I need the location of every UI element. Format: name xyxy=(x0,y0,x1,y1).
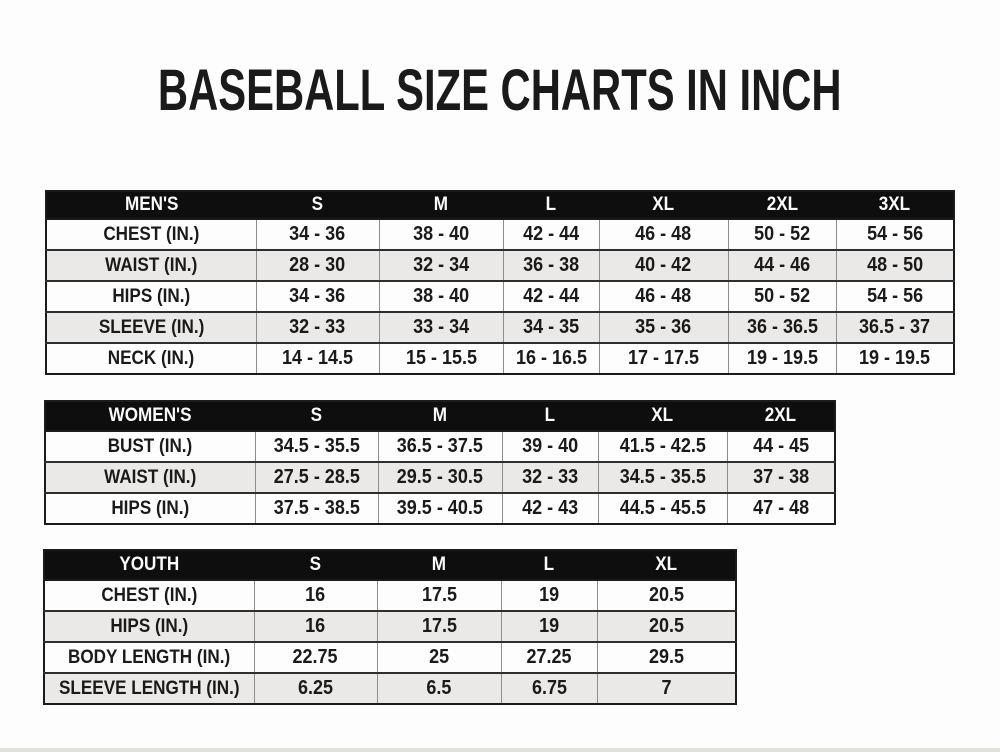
row-label: WAIST (IN.) xyxy=(105,254,198,276)
measurement-row xyxy=(45,431,835,462)
size-value-cell: 50 - 52 xyxy=(728,281,836,312)
row-label: HIPS (IN.) xyxy=(110,615,189,637)
size-value-cell: 50 - 52 xyxy=(728,219,836,250)
bottom-edge-strip xyxy=(0,748,1000,752)
measurement-row xyxy=(45,462,835,493)
size-value-cell: 6.25 xyxy=(254,673,377,704)
size-value-cell: 47 - 48 xyxy=(727,493,835,524)
size-value-cell: 25 xyxy=(377,642,501,673)
size-value-cell: 16 xyxy=(254,611,377,642)
size-column-header: M xyxy=(378,401,502,431)
size-column-header: M xyxy=(377,550,501,580)
size-value-cell: 17.5 xyxy=(377,580,501,611)
womens-size-table xyxy=(44,400,836,525)
size-value-cell: 19 - 19.5 xyxy=(728,343,836,374)
size-value-cell: 42 - 44 xyxy=(503,281,599,312)
size-value-cell: 42 - 44 xyxy=(503,219,599,250)
size-value-cell: 54 - 56 xyxy=(836,281,954,312)
size-value-cell: 48 - 50 xyxy=(836,250,954,281)
measurement-row xyxy=(44,673,736,704)
size-value-cell: 44.5 - 45.5 xyxy=(598,493,727,524)
measurement-row xyxy=(46,312,954,343)
youth-size-table xyxy=(43,549,737,705)
size-column-header: S xyxy=(255,401,378,431)
size-value-cell: 19 xyxy=(501,580,597,611)
size-value-cell: 36 - 38 xyxy=(503,250,599,281)
size-value-cell: 34.5 - 35.5 xyxy=(255,431,378,462)
size-column-header: M xyxy=(379,191,503,219)
size-column-header: 2XL xyxy=(728,191,836,219)
chart-title xyxy=(0,58,1000,123)
size-column-header: 3XL xyxy=(836,191,954,219)
size-table xyxy=(45,190,955,375)
row-label: WAIST (IN.) xyxy=(104,466,197,488)
mens-size-table xyxy=(45,190,955,375)
size-value-cell: 32 - 34 xyxy=(379,250,503,281)
size-value-cell: 38 - 40 xyxy=(379,281,503,312)
size-value-cell: 54 - 56 xyxy=(836,219,954,250)
size-value-cell: 16 xyxy=(254,580,377,611)
size-value-cell: 15 - 15.5 xyxy=(379,343,503,374)
row-label: CHEST (IN.) xyxy=(101,584,198,606)
size-value-cell: 46 - 48 xyxy=(599,219,728,250)
size-value-cell: 6.75 xyxy=(501,673,597,704)
size-value-cell: 34 - 35 xyxy=(503,312,599,343)
size-value-cell: 16 - 16.5 xyxy=(503,343,599,374)
size-value-cell: 32 - 33 xyxy=(256,312,379,343)
size-value-cell: 39 - 40 xyxy=(502,431,598,462)
measurement-row xyxy=(46,219,954,250)
size-value-cell: 41.5 - 42.5 xyxy=(598,431,727,462)
row-label: NECK (IN.) xyxy=(108,347,195,369)
size-value-cell: 6.5 xyxy=(377,673,501,704)
measurement-row xyxy=(46,250,954,281)
size-table xyxy=(44,400,836,525)
size-value-cell: 40 - 42 xyxy=(599,250,728,281)
measurement-row xyxy=(44,611,736,642)
size-value-cell: 36 - 36.5 xyxy=(728,312,836,343)
size-value-cell: 20.5 xyxy=(597,580,736,611)
size-value-cell: 44 - 45 xyxy=(727,431,835,462)
size-column-header: L xyxy=(501,550,597,580)
size-value-cell: 32 - 33 xyxy=(502,462,598,493)
size-value-cell: 34.5 - 35.5 xyxy=(598,462,727,493)
size-column-header: 2XL xyxy=(727,401,835,431)
header-row xyxy=(45,401,835,431)
size-column-header: L xyxy=(502,401,598,431)
size-value-cell: 7 xyxy=(597,673,736,704)
size-value-cell: 34 - 36 xyxy=(256,219,379,250)
size-value-cell: 19 - 19.5 xyxy=(836,343,954,374)
measurement-row xyxy=(46,343,954,374)
size-value-cell: 27.25 xyxy=(501,642,597,673)
size-value-cell: 20.5 xyxy=(597,611,736,642)
size-value-cell: 17 - 17.5 xyxy=(599,343,728,374)
size-value-cell: 35 - 36 xyxy=(599,312,728,343)
size-column-header: L xyxy=(503,191,599,219)
size-value-cell: 39.5 - 40.5 xyxy=(378,493,502,524)
table-group-title: YOUTH xyxy=(44,550,254,580)
size-table xyxy=(43,549,737,705)
measurement-row xyxy=(46,281,954,312)
header-row xyxy=(44,550,736,580)
row-label: BODY LENGTH (IN.) xyxy=(68,646,231,668)
size-column-header: XL xyxy=(599,191,728,219)
measurement-row xyxy=(45,493,835,524)
header-row xyxy=(46,191,954,219)
size-value-cell: 36.5 - 37.5 xyxy=(378,431,502,462)
size-value-cell: 33 - 34 xyxy=(379,312,503,343)
size-value-cell: 14 - 14.5 xyxy=(256,343,379,374)
size-value-cell: 28 - 30 xyxy=(256,250,379,281)
size-value-cell: 46 - 48 xyxy=(599,281,728,312)
size-value-cell: 27.5 - 28.5 xyxy=(255,462,378,493)
row-label: CHEST (IN.) xyxy=(103,223,200,245)
size-value-cell: 38 - 40 xyxy=(379,219,503,250)
size-column-header: XL xyxy=(598,401,727,431)
row-label: HIPS (IN.) xyxy=(111,497,190,519)
row-label: SLEEVE LENGTH (IN.) xyxy=(58,677,240,699)
size-value-cell: 37.5 - 38.5 xyxy=(255,493,378,524)
row-label: BUST (IN.) xyxy=(107,435,193,457)
table-group-title: MEN'S xyxy=(46,191,256,219)
size-value-cell: 19 xyxy=(501,611,597,642)
row-label: HIPS (IN.) xyxy=(112,285,191,307)
size-column-header: S xyxy=(256,191,379,219)
table-group-title: WOMEN'S xyxy=(45,401,255,431)
size-value-cell: 37 - 38 xyxy=(727,462,835,493)
size-value-cell: 29.5 xyxy=(597,642,736,673)
size-value-cell: 42 - 43 xyxy=(502,493,598,524)
row-label: SLEEVE (IN.) xyxy=(98,316,204,338)
chart-title-text: BASEBALL SIZE CHARTS IN INCH xyxy=(158,58,842,123)
size-value-cell: 29.5 - 30.5 xyxy=(378,462,502,493)
size-value-cell: 17.5 xyxy=(377,611,501,642)
size-value-cell: 44 - 46 xyxy=(728,250,836,281)
measurement-row xyxy=(44,642,736,673)
size-value-cell: 34 - 36 xyxy=(256,281,379,312)
size-value-cell: 36.5 - 37 xyxy=(836,312,954,343)
size-column-header: XL xyxy=(597,550,736,580)
size-value-cell: 22.75 xyxy=(254,642,377,673)
size-column-header: S xyxy=(254,550,377,580)
measurement-row xyxy=(44,580,736,611)
